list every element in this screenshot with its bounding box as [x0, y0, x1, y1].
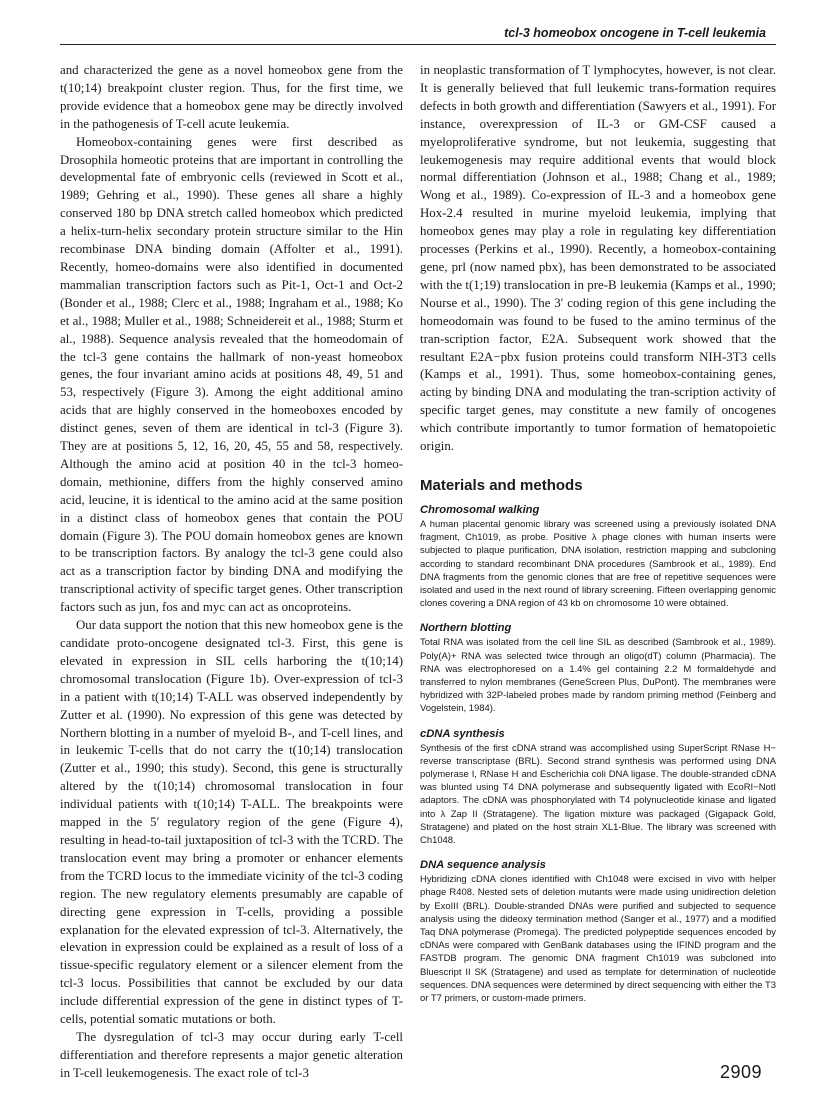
subsection-title: cDNA synthesis — [420, 727, 505, 740]
paragraph: Homeobox-containing genes were first described as Drosophila homeotic proteins that are important in controlling the developmental fate of embryonic cells (reviewed in Scott et al., 1989; Gehring et al., 1990). These genes all share a highly conserved 180 bp DNA stretch called homeobox which predicted a helix-turn-helix secondary protein structure similar to the Hin recombinase DNA binding domain (Affolter et al., 1991). Recently, homeo-domains were also identified in documented mammalian transcription factors such as Pit-1, Oct-1 and Oct-2 (Bonder et al., 1988; Clerc et al., 1988; Ingraham et al., 1988; Ko et al., 1988; Muller et al., 1988; Schneidereit et al., 1988; Sturm et al., 1988). Sequence analysis revealed that the homeodomain of the tcl-3 gene contains the hallmark of non-yeast homeobox genes, the four invariant amino acids at positions 48, 49, 51 and 53, respectively (Figure 3). Among the eight additional amino acids that are highly conserved in the homeoboxes encoded by distinct genes, seven of them are identical in tcl-3 (Figure 3). They are at positions 5, 12, 16, 20, 45, 55 and 58, respectively. Although the amino acid at position 40 in the tcl-3 homeo-domain, methionine, differs from the highly conserved amino acid, leucine, it is identical to the amino acid at the same position in a distinct class of homeobox genes that contain the POU domain (Figure 3). The POU domain homeobox genes are known to be transcription factors. By analogy the tcl-3 gene could also act as a transcription factor by binding DNA and modifying the transcriptional activity of specific target genes. Other transcription factors such as jun, fos and myc can act as oncoproteins. — [60, 134, 403, 615]
paragraph: in neoplastic transformation of T lymphocytes, however, is not clear. It is generally believed that full leukemic trans-formation requires defects in both growth and differentiation (Sawyers et al., 1991). For instance, overexpression of IL-3 or GM-CSF caused a myeloproliferative syndrome, but not leukemia, suggesting that leukemogenesis may require additional events that would block normal differentiation (Johnson et al., 1988; Chang et al., 1989; Wong et al., 1989). Co-expression of IL-3 and a homeobox gene Hox-2.4 resulted in murine myeloid leukemia, implying that homeobox genes may play a role in regulating key differentiation processes (Perkins et al., 1990). Recently, a homeobox-containing gene, prl (now named pbx), has been demonstrated to be associated with the t(1;19) translocation in pre-B leukemia (Kamps et al., 1990; Nourse et al., 1990). The 3′ coding region of this gene including the homeodomain was found to be fused to the amino terminus of the tran-scription factor, E2A. Subsequent work showed that the resultant E2A−pbx fusion proteins could transform NIH-3T3 cells (Kamps et al., 1991). Thus, some homeobox-containing genes, acting by binding DNA and modulating the tran-scription activity of specific target genes, may constitute a new family of oncogenes which contribute importantly to tumor formation of hematopoietic origin. — [420, 63, 776, 454]
subsection-title: DNA sequence analysis — [420, 859, 546, 872]
subsection-chromosomal-walking — [420, 504, 776, 610]
right-column — [420, 62, 776, 1005]
subsection-title: Northern blotting — [420, 622, 512, 635]
subsection-text: Hybridizing cDNA clones identified with Ch1048 were excised in vivo with helper phage R408. Nested sets of deletion mutants were made using unidirection deletion by ExoIII (BRL). Double-stranded DNAs were purified and subjected to sequence analysis using the dideoxy termination method (Sanger et al., 1977) and a modified Taq DNA polymerase (Promega). The predicted polypeptide sequences encoded by cDNAs were compared with GenBank databases using the IFIND program and the FASTDB program. The genomic DNA fragment Ch1019 was subcloned into Bluescript II SK (Stratagene) and used as template for determination of nucleotide sequences. DNA sequences were determined by direct sequencing with either the T3 or T7 primers, or custom-made primers. — [420, 874, 776, 1005]
section-title: Materials and methods — [420, 476, 583, 494]
subsection-northern-blotting — [420, 622, 776, 715]
header-rule — [60, 44, 776, 45]
paragraph: The dysregulation of tcl-3 may occur during early T-cell differentiation and therefore represents a major genetic alteration in T-cell leukemogenesis. The exact role of tcl-3 — [60, 1029, 403, 1080]
paragraph: and characterized the gene as a novel homeobox gene from the t(10;14) breakpoint cluster region. Thus, for the first time, we provide evidence that a homeobox gene may be directly involved in the pathogenesis of T-cell acute leukemia. — [60, 63, 403, 131]
subsection-text: A human placental genomic library was screened using a previously isolated DNA fragment, Ch1019, as probe. Positive λ phage clones with human inserts were subjected to plaque purification, DNA isolation, restriction mapping and subcloning according to standard recombinant DNA procedures (Sambrook et al., 1989). End DNA fragments from the genomic clones that are free of repetitive sequences were isolated and used in the next round of library screening. Fifteen overlapping genomic clones covering a DNA region of 43 kb on chromosome 10 were obtained. — [420, 518, 776, 610]
paragraph: Our data support the notion that this new homeobox gene is the candidate proto-oncogene designated tcl-3. First, this gene is elevated in expression in SIL cells harboring the t(10;14) chromosomal translocation (Figure 1b). Over-expression of tcl-3 in a patient with t(10;14) T-ALL was observed independently by Zutter et al. (1990). No expression of this gene was detected by Northern blotting in a number of myeloid B-, and T-cell lines, and in leukemic T-cells that do not carry the t(10;14) translocation (Zutter et al., 1990; this study). Second, this gene is structurally altered by the t(10;14) chromosomal translocation in four individual patients with t(10;14) T-ALL. The breakpoints were mapped in the 5′ regulatory region of the gene (Figure 4), resulting in head-to-tail juxtaposition of tcl-3 with the TCRD. The translocation event may bring a promoter or enhancer elements from the TCRD locus to the immediate vicinity of the tcl-3 coding region. The new regulatory elements presumably are capable of directing gene expression in T-cells, providing a possible explanation for the elevated expression of tcl-3. Alternatively, the elevation in expression could be explained as a result of loss of a tissue-specific regulatory element or a silencer element from the tcl-3 locus. Possibilities that cannot be excluded by our data include differential expression of the gene in distinct types of T-cells, potential somatic mutations or both. — [60, 618, 403, 1027]
subsection-title: Chromosomal walking — [420, 503, 540, 516]
subsection-cdna-synthesis — [420, 728, 776, 848]
subsection-dna-sequence-analysis — [420, 859, 776, 1005]
subsection-text: Total RNA was isolated from the cell line SIL as described (Sambrook et al., 1989). Poly(A)+ RNA was selected twice through an oligo(dT) column (Pharmacia). The RNA was electrophoresed on a 1.4% gel containing 2.2 M formaldehyde and transferred to nylon membranes (GeneScreen Plus, DuPont). The membranes were hybridized with 32P-labeled probes made by random priming method (Feinberg and Vogelstein, 1984). — [420, 637, 776, 715]
running-title: tcl-3 homeobox oncogene in T-cell leukemia — [504, 26, 766, 40]
subsection-text: Synthesis of the first cDNA strand was accomplished using SuperScript RNase H− reverse transcriptase (BRL). Second strand synthesis was performed using DNA polymerase I, RNase H and Escherichia coli DNA ligase. The double-stranded cDNA was blunted using T4 DNA polymerase and subsequently ligated with EcoRI−NotI adaptors. The cDNA was phosphorylated with T4 polynucleotide kinase and ligated into λ Zap II (Stratagene). The ligation mixture was packaged (Gigapack Gold, Stratagene) and plated on the host strain XL1-Blue. The library was screened with Ch1048. — [420, 742, 776, 846]
page-number: 2909 — [720, 1062, 763, 1082]
left-column — [60, 62, 403, 1083]
